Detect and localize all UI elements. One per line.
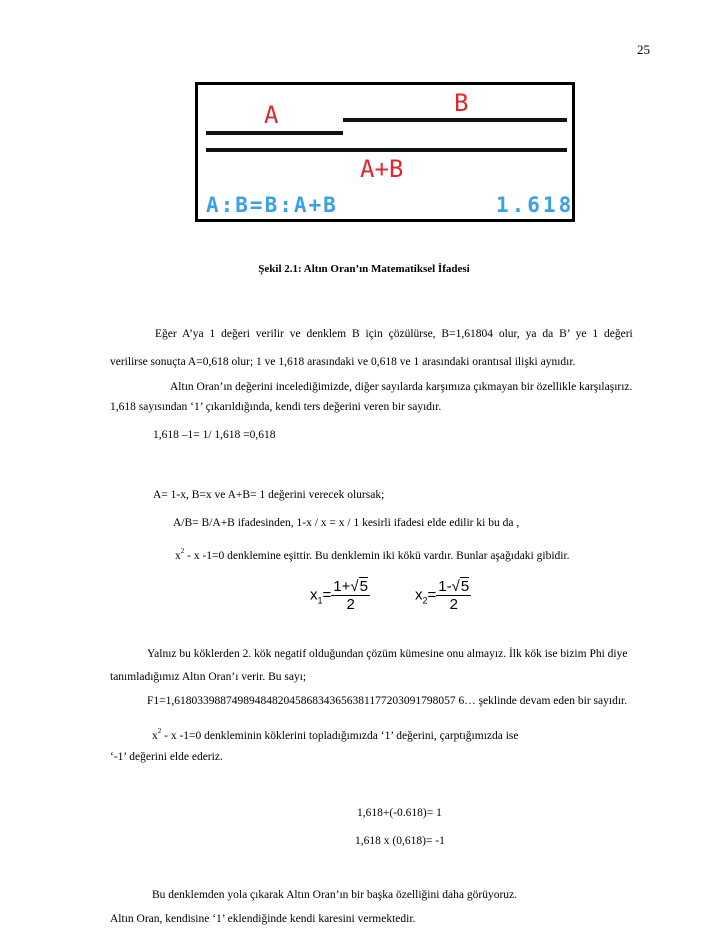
para3-line1: Yalnız bu köklerden 2. kök negatif olduğundan çözüm kümesine onu almayız. İlk kök ise bizim Phi diye bbox=[147, 648, 628, 660]
roots-exponent: 2 bbox=[157, 727, 162, 735]
segment-b-line bbox=[343, 118, 567, 122]
x1-var: x bbox=[310, 586, 318, 604]
page-number: 25 bbox=[637, 42, 650, 57]
substitution-line: A= 1-x, B=x ve A+B= 1 değerini verecek olursak; bbox=[153, 489, 385, 501]
x2-eq: = bbox=[427, 586, 437, 604]
quadratic-var: x bbox=[175, 550, 181, 562]
para2-line1: Altın Oran’ın değerini incelediğimizde, diğer sayılarda karşımıza çıkmayan bir özellikle karşılaşırız. bbox=[170, 381, 633, 393]
segment-ab-line bbox=[206, 148, 567, 152]
x2-radicand: 5 bbox=[460, 578, 470, 595]
x2-numerator: 1-√5 bbox=[438, 578, 470, 595]
sum-equation: 1,618+(-0.618)= 1 bbox=[357, 807, 442, 819]
ratio-text: A:B=B:A+B bbox=[206, 193, 338, 217]
para5: Altın Oran, kendisine ‘1’ eklendiğinde kendi karesini vermektedir. bbox=[110, 913, 416, 925]
minus-one-line: ‘-1’ değerini elde ederiz. bbox=[110, 751, 223, 763]
para4: Bu denklemden yola çıkarak Altın Oran’ın bir başka özelliğini daha görüyoruz. bbox=[152, 889, 518, 901]
x2-var: x bbox=[415, 586, 423, 604]
label-b: B bbox=[454, 89, 469, 117]
para2-line2: 1,618 sayısından ‘1’ çıkarıldığında, kendi ters değerini veren bir sayıdır. bbox=[110, 401, 442, 413]
label-a-plus-b: A+B bbox=[360, 155, 404, 183]
ratio-expression-line: A/B= B/A+B ifadesinden, 1-x / x = x / 1 kesirli ifadesi elde edilir ki bu da , bbox=[173, 517, 520, 529]
x1-sub: 1 bbox=[317, 595, 323, 606]
para1-line2: verilirse sonuçta A=0,618 olur; 1 ve 1,618 arasındaki ve 0,618 ve 1 arasındaki orantısal ilişki aynıdır. bbox=[110, 356, 576, 368]
x2-fraction bbox=[436, 578, 471, 613]
root-x2 bbox=[415, 578, 471, 613]
figure-caption: Şekil 2.1: Altın Oran’ın Matematiksel İfadesi bbox=[258, 263, 470, 275]
x1-radicand: 5 bbox=[359, 578, 368, 595]
phi-digits-line: F1=1,6180339887498948482045868343656381177203091798057 6… şeklinde devam eden bir sayıdır. bbox=[147, 695, 628, 707]
golden-ratio-figure bbox=[195, 82, 575, 222]
quadratic-text: - x -1=0 denklemine eşittir. Bu denklemin iki kökü vardır. Bunlar aşağıdaki gibidir. bbox=[184, 550, 570, 562]
equation-reciprocal: 1,618 –1= 1/ 1,618 =0,618 bbox=[153, 429, 276, 441]
x2-denominator: 2 bbox=[449, 596, 458, 613]
para3-line2: tanımladığımız Altın Oran’ı verir. Bu sayı; bbox=[110, 671, 307, 683]
golden-value: 1.618 bbox=[496, 193, 575, 217]
quadratic-line bbox=[175, 544, 570, 563]
roots-line bbox=[152, 724, 519, 743]
roots-text: - x -1=0 denkleminin köklerini topladığımızda ‘1’ değerini, çarptığımızda ise bbox=[161, 730, 519, 742]
x1-fraction bbox=[331, 578, 370, 613]
product-equation: 1,618 x (0,618)= -1 bbox=[355, 835, 445, 847]
x1-num-pre: 1+ bbox=[333, 578, 351, 595]
x1-numerator: 1+√5 bbox=[333, 578, 368, 595]
x2-num-pre: 1- bbox=[438, 578, 452, 595]
root-x1 bbox=[310, 578, 370, 613]
x2-sub: 2 bbox=[422, 595, 428, 606]
label-a: A bbox=[264, 101, 279, 129]
x1-eq: = bbox=[322, 586, 332, 604]
x1-denominator: 2 bbox=[346, 596, 355, 613]
roots-var: x bbox=[152, 730, 158, 742]
quadratic-exponent: 2 bbox=[180, 547, 185, 555]
para1-line1: Eğer A’ya 1 değeri verilir ve denklem B için çözülürse, B=1,61804 olur, ya da B’ ye 1 değeri bbox=[155, 328, 633, 340]
segment-a-line bbox=[206, 131, 343, 135]
